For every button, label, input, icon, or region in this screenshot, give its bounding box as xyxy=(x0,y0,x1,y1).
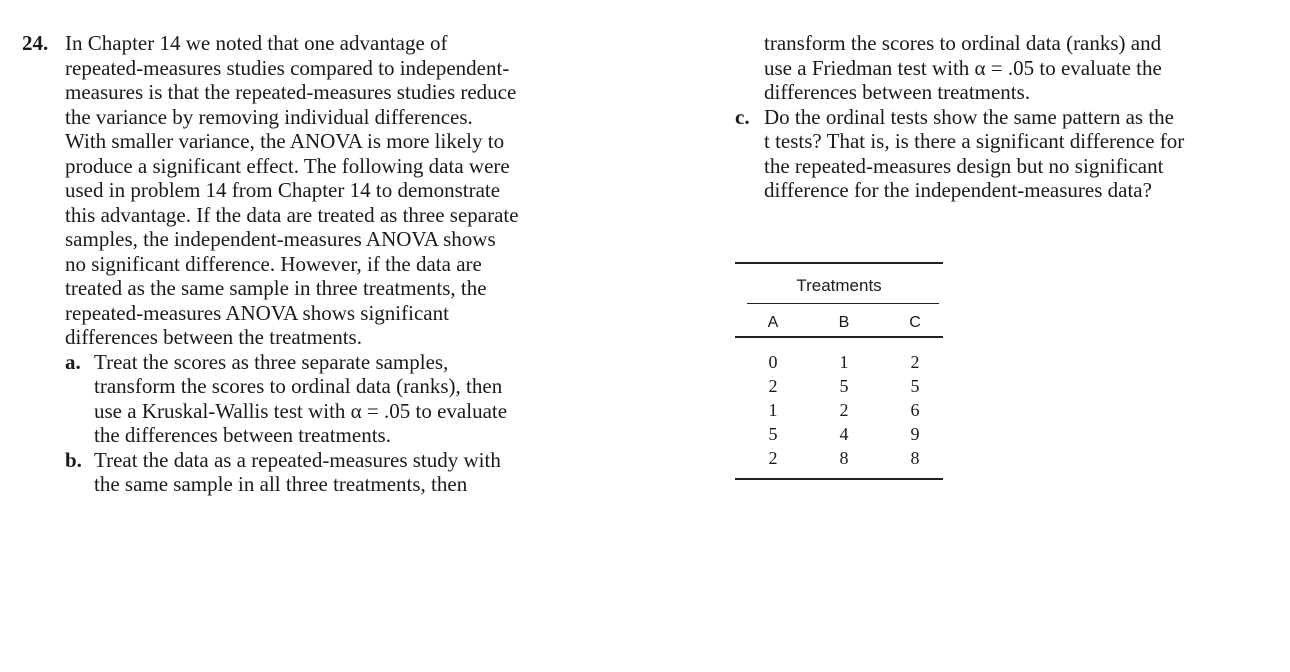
table-row xyxy=(735,398,943,422)
table-cell: 5 xyxy=(839,376,849,396)
table-top-rule xyxy=(735,262,943,264)
part-b-line: differences between treatments. xyxy=(764,80,1031,104)
part-a-line: transform the scores to ordinal data (ranks), then xyxy=(94,374,503,398)
table-title: Treatments xyxy=(796,276,882,295)
problem-line: measures is that the repeated-measures studies reduce xyxy=(65,80,517,104)
table-cell: 0 xyxy=(768,352,778,372)
part-a-line: the differences between treatments. xyxy=(94,423,391,447)
part-b-line: use a Friedman test with α = .05 to evaluate the xyxy=(764,55,1162,80)
table-cell: 8 xyxy=(839,448,849,468)
table-cell: 5 xyxy=(768,424,778,444)
part-c-line: difference for the independent-measures data? xyxy=(764,178,1152,202)
table-cell: 2 xyxy=(910,352,920,372)
table-cell: 2 xyxy=(768,376,778,396)
table-row xyxy=(735,422,943,446)
table-row xyxy=(735,350,943,374)
problem-line: the variance by removing individual differences. xyxy=(65,104,473,129)
problem-line: With smaller variance, the ANOVA is more likely to xyxy=(65,129,505,153)
problem-line: treated as the same sample in three treatments, the xyxy=(65,276,487,300)
column-header-b: B xyxy=(838,314,850,331)
part-a-line: use a Kruskal-Wallis test with α = .05 to evaluate xyxy=(94,398,508,423)
problem-number: 24. xyxy=(22,31,49,55)
problem-line: this advantage. If the data are treated as three separate xyxy=(65,202,519,227)
table-row xyxy=(735,446,943,470)
right-column xyxy=(730,31,1285,203)
part-c-line: the repeated-measures design but no significant xyxy=(764,153,1164,178)
left-column xyxy=(22,31,632,497)
part-a-line: a. Treat the scores as three separate samples, xyxy=(65,349,449,374)
table-cell: 5 xyxy=(910,376,920,396)
problem-line: 24. In Chapter 14 we noted that one advantage of xyxy=(22,31,448,55)
table-bottom-rule xyxy=(735,478,943,480)
problem-line: samples, the independent-measures ANOVA shows xyxy=(65,227,496,251)
table-cell: 1 xyxy=(768,400,778,420)
part-c-line: c. Do the ordinal tests show the same pattern as the xyxy=(735,104,1174,129)
part-c-label: c. xyxy=(735,104,750,129)
part-c-line: t tests? That is, is there a significant difference for xyxy=(764,129,1185,153)
problem-line: produce a significant effect. The following data were xyxy=(65,153,510,178)
table-cell: 6 xyxy=(910,400,920,420)
part-b-line: transform the scores to ordinal data (ranks) and xyxy=(764,31,1162,55)
table-cell: 9 xyxy=(910,424,920,444)
problem-line: repeated-measures studies compared to independent- xyxy=(65,55,510,80)
table-cell: 1 xyxy=(839,352,849,372)
table-cell: 2 xyxy=(768,448,778,468)
problem-line: repeated-measures ANOVA shows significant xyxy=(65,300,449,325)
table-column-headers xyxy=(735,304,943,336)
treatments-table xyxy=(735,262,943,480)
table-cell: 4 xyxy=(839,424,849,444)
column-header-a: A xyxy=(767,314,779,331)
table-body xyxy=(735,338,943,478)
problem-line: no significant difference. However, if the data are xyxy=(65,251,482,276)
table-cell: 2 xyxy=(839,400,849,420)
part-a-label: a. xyxy=(65,349,81,374)
column-header-c: C xyxy=(909,314,921,331)
problem-line: differences between the treatments. xyxy=(65,325,362,349)
problem-line: used in problem 14 from Chapter 14 to demonstrate xyxy=(65,178,501,202)
part-b-line: the same sample in all three treatments, then xyxy=(94,472,468,496)
part-b-line: b. Treat the data as a repeated-measures study with xyxy=(65,447,501,472)
part-b-label: b. xyxy=(65,447,82,472)
table-cell: 8 xyxy=(910,448,920,468)
table-row xyxy=(735,374,943,398)
